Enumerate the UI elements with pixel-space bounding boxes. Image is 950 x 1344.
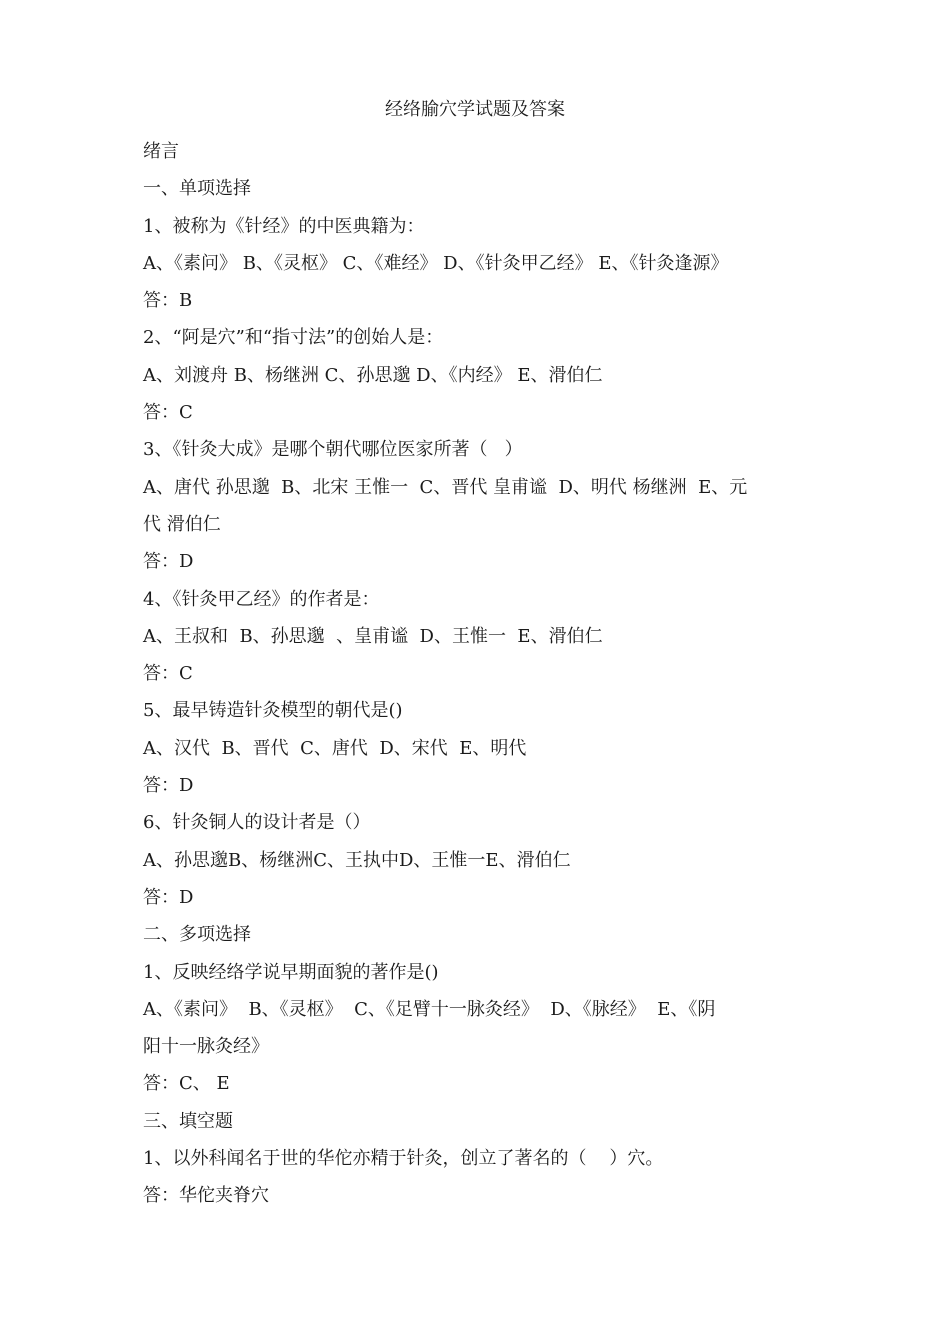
section-heading-fill-in: 三、填空题 — [143, 1110, 233, 1132]
question-options: A、《素问》 B、《灵枢》 C、《足臂十一脉灸经》 D、《脉经》 E、《阴 — [143, 998, 716, 1020]
question-options-continued: 代 滑伯仁 — [143, 513, 221, 535]
document-title: 经络腧穴学试题及答案 — [385, 99, 565, 120]
question-answer: 答：C — [143, 663, 193, 685]
question-text: 5、最早铸造针灸模型的朝代是() — [143, 700, 403, 722]
intro-heading: 绪言 — [143, 141, 179, 162]
question-options: A、汉代 B、晋代 C、唐代 D、宋代 E、明代 — [143, 737, 527, 759]
question-options: A、孙思邈B、杨继洲C、王执中D、王惟一E、滑伯仁 — [143, 849, 571, 871]
question-answer: 答：华佗夹脊穴 — [143, 1185, 269, 1207]
question-text: 6、针灸铜人的设计者是（） — [143, 812, 371, 834]
question-text: 4、《针灸甲乙经》的作者是： — [143, 588, 380, 610]
question-answer: 答：B — [143, 290, 193, 312]
section-heading-multiple-choice: 二、多项选择 — [143, 924, 251, 946]
question-options: A、王叔和 B、孙思邈 、皇甫谧 D、王惟一 E、滑伯仁 — [143, 625, 603, 647]
question-options: A、刘渡舟 B、杨继洲 C、孙思邈 D、《内经》 E、滑伯仁 — [143, 364, 603, 386]
document-body — [143, 133, 808, 1215]
question-options: A、《素问》 B、《灵枢》 C、《难经》 D、《针灸甲乙经》 E、《针灸逢源》 — [143, 252, 729, 274]
question-answer: 答：D — [143, 886, 194, 908]
question-answer: 答：D — [143, 775, 194, 797]
question-options-continued: 阳十一脉灸经》 — [143, 1036, 269, 1058]
section-heading-single-choice: 一、单项选择 — [143, 178, 251, 200]
question-options: A、唐代 孙思邈 B、北宋 王惟一 C、晋代 皇甫谧 D、明代 杨继洲 E、元 — [143, 476, 748, 498]
question-answer: 答：C、 E — [143, 1073, 230, 1095]
question-text: 1、被称为《针经》的中医典籍为： — [143, 215, 425, 237]
question-text: 2、“阿是穴”和“指寸法”的创始人是： — [143, 327, 444, 349]
question-text: 1、以外科闻名于世的华佗亦精于针灸，创立了著名的（ ）穴。 — [143, 1148, 664, 1170]
question-text: 1、反映经络学说早期面貌的著作是() — [143, 961, 439, 983]
question-answer: 答：C — [143, 402, 193, 424]
question-text: 3、《针灸大成》是哪个朝代哪位医家所著（ ） — [143, 439, 523, 461]
question-answer: 答：D — [143, 551, 194, 573]
